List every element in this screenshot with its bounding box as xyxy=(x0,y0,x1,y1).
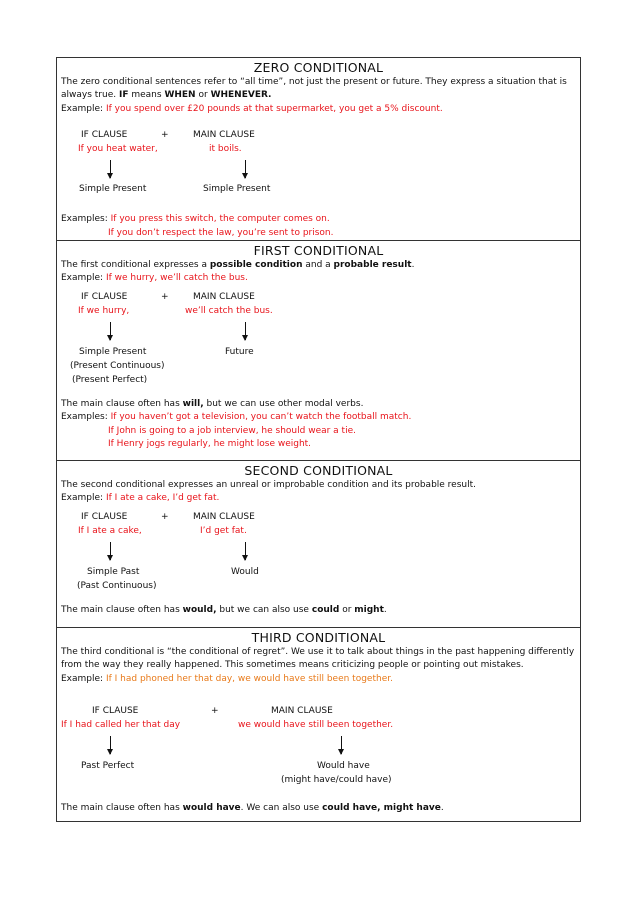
example-item: If John is going to a job interview, he should wear a tie. xyxy=(108,425,356,436)
note-line: The main clause often has would have. We can also use could have, might have. xyxy=(61,803,444,814)
section-title: ZERO CONDITIONAL xyxy=(253,60,384,75)
down-arrow-icon xyxy=(110,736,111,754)
example-line: Example: If I ate a cake, I’d get fat. xyxy=(61,493,220,504)
intro-text: The zero conditional sentences refer to “all time”, not just the present or future. They express a situation that is always true. IF means WHEN or WHENEVER. xyxy=(61,77,567,101)
down-arrow-icon xyxy=(341,736,342,754)
plus-sign: + xyxy=(161,291,169,302)
clause-diagram xyxy=(57,286,580,398)
examples-block: Examples: If you press this switch, the computer comes on. xyxy=(61,214,330,225)
main-tense: Future xyxy=(225,346,254,357)
main-example: I’d get fat. xyxy=(200,525,247,536)
main-tense: Simple Present xyxy=(203,184,271,195)
if-tense: (Present Perfect) xyxy=(72,374,148,385)
intro-text: The third conditional is “the conditional of regret”. We use it to talk about things in the past happening differently from the way they really happened. This sometimes means criticizing people or pointing out mistakes. xyxy=(61,647,575,671)
if-clause-label: IF CLAUSE xyxy=(81,130,128,141)
down-arrow-icon xyxy=(245,322,246,340)
examples-block: Examples: If you haven’t got a television, you can’t watch the football match. xyxy=(61,412,412,423)
if-tense: (Past Continuous) xyxy=(77,580,157,591)
if-example: If I had called her that day xyxy=(61,720,181,731)
main-clause-label: MAIN CLAUSE xyxy=(193,130,255,141)
plus-sign: + xyxy=(161,130,169,141)
down-arrow-icon xyxy=(110,322,111,340)
section-title: FIRST CONDITIONAL xyxy=(253,243,384,258)
conditionals-worksheet xyxy=(56,57,581,822)
if-clause-label: IF CLAUSE xyxy=(81,291,128,302)
section-title: SECOND CONDITIONAL xyxy=(244,463,393,478)
note-line: The main clause often has would, but we can also use could or might. xyxy=(61,604,387,615)
section-title: THIRD CONDITIONAL xyxy=(251,630,386,645)
example-item: If Henry jogs regularly, he might lose weight. xyxy=(108,439,312,450)
down-arrow-icon xyxy=(110,542,111,560)
example-item: If you don’t respect the law, you’re sent to prison. xyxy=(108,227,334,238)
down-arrow-icon xyxy=(245,160,246,178)
main-clause-label: MAIN CLAUSE xyxy=(193,291,255,302)
if-tense: (Present Continuous) xyxy=(70,360,165,371)
main-example: we’ll catch the bus. xyxy=(185,305,273,316)
if-example: If we hurry, xyxy=(78,305,130,316)
main-clause-label: MAIN CLAUSE xyxy=(271,706,333,717)
down-arrow-icon xyxy=(110,160,111,178)
main-example: we would have still been together. xyxy=(238,720,394,731)
main-tense: (might have/could have) xyxy=(281,775,392,786)
down-arrow-icon xyxy=(245,542,246,560)
third-conditional-section xyxy=(56,627,581,822)
if-clause-label: IF CLAUSE xyxy=(92,706,139,717)
if-clause-label: IF CLAUSE xyxy=(81,511,128,522)
main-example: it boils. xyxy=(209,144,242,155)
main-clause-label: MAIN CLAUSE xyxy=(193,511,255,522)
if-example: If you heat water, xyxy=(78,144,158,155)
if-tense: Simple Present xyxy=(79,184,147,195)
if-tense: Simple Present xyxy=(79,346,147,357)
zero-conditional-section xyxy=(56,57,581,240)
clause-diagram xyxy=(57,116,580,196)
if-tense: Simple Past xyxy=(87,566,140,577)
note-line: The main clause often has will, but we can use other modal verbs. xyxy=(61,398,364,409)
intro-text: The second conditional expresses an unreal or improbable condition and its probable result. xyxy=(61,480,476,490)
intro-text: The first conditional expresses a possible condition and a probable result. xyxy=(61,260,415,270)
if-example: If I ate a cake, xyxy=(78,525,142,536)
second-conditional-section xyxy=(56,460,581,627)
main-tense: Would xyxy=(231,566,259,577)
first-conditional-section xyxy=(56,240,581,460)
example-line: Example: If I had phoned her that day, we would have still been together. xyxy=(61,673,393,684)
clause-diagram xyxy=(57,506,580,604)
example-line: Example: If we hurry, we’ll catch the bus. xyxy=(61,273,248,284)
if-tense: Past Perfect xyxy=(81,761,135,772)
plus-sign: + xyxy=(211,706,219,717)
clause-diagram xyxy=(57,686,580,798)
plus-sign: + xyxy=(161,511,169,522)
main-tense: Would have xyxy=(317,761,370,772)
example-line: Example: If you spend over £20 pounds at that supermarket, you get a 5% discount. xyxy=(61,103,443,114)
